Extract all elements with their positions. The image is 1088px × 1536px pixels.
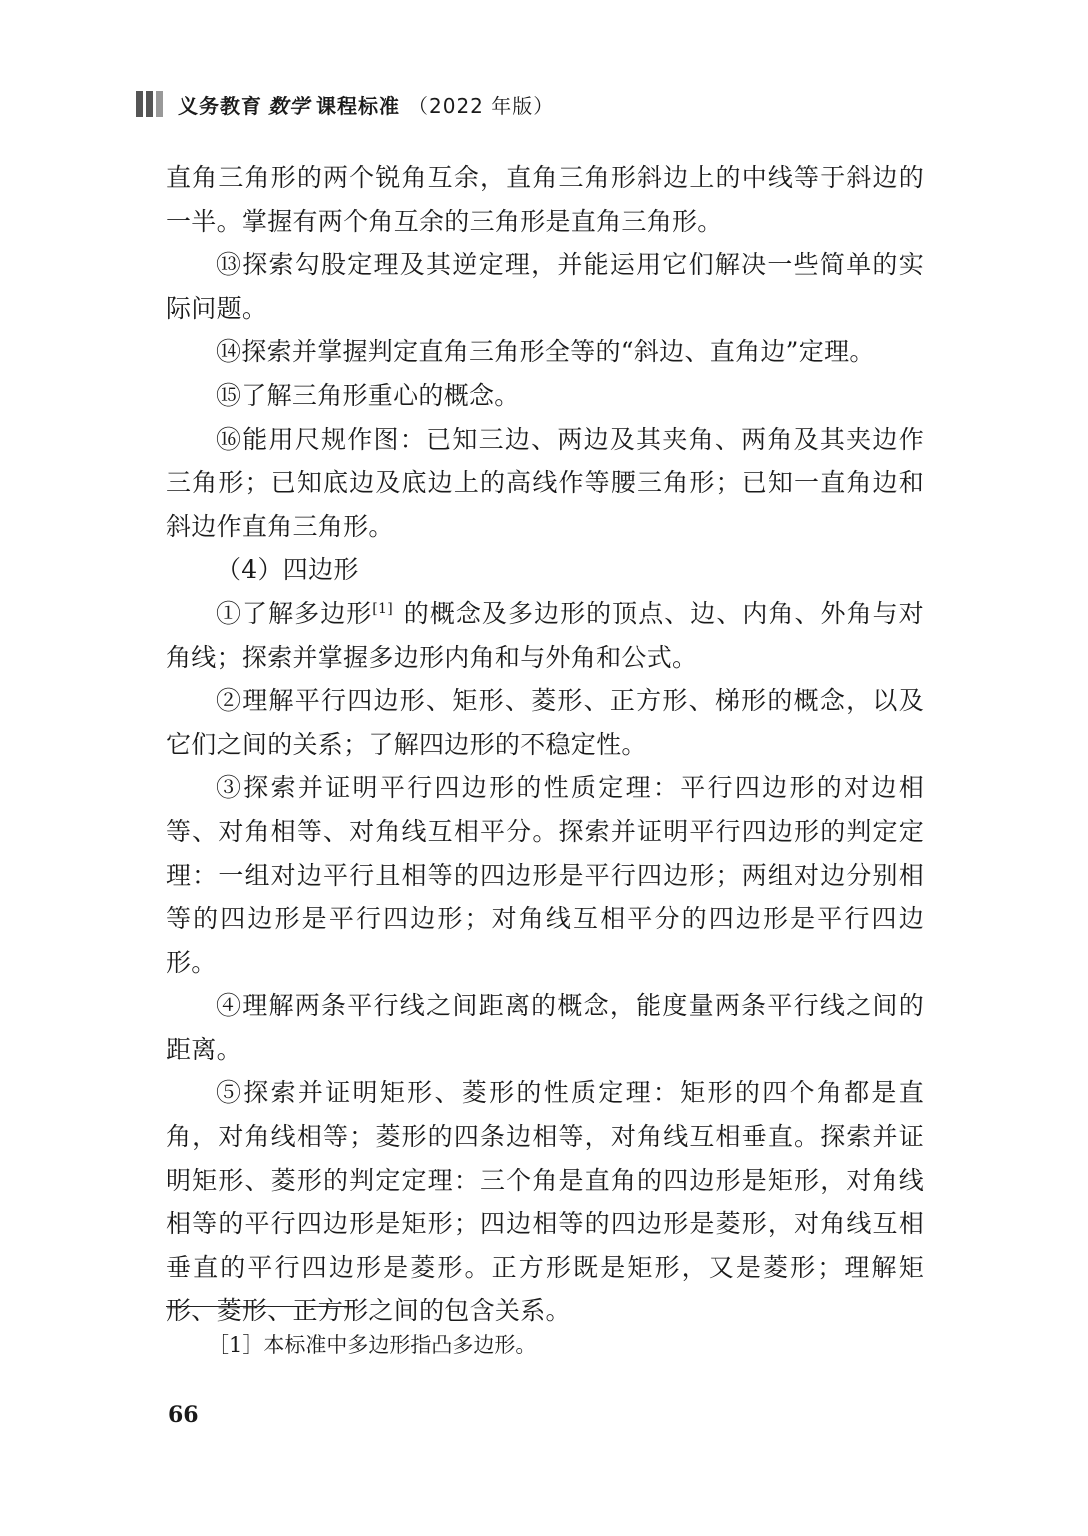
book-edition: （2022 年版）	[408, 93, 555, 118]
body-text	[166, 156, 924, 1333]
page-number: 66	[168, 1402, 199, 1428]
paragraph-item-13: ⑬探索勾股定理及其逆定理，并能运用它们解决一些简单的实际问题。	[166, 250, 924, 323]
paragraph-item-2: ②理解平行四边形、矩形、菱形、正方形、梯形的概念，以及它们之间的关系；了解四边形的不稳定性。	[166, 686, 924, 759]
book-title-main: 义务教育	[178, 93, 262, 118]
book-title-subject: 数学	[268, 93, 310, 118]
footnote-ref[interactable]: [1]	[372, 600, 394, 617]
running-header	[136, 88, 554, 120]
paragraph-item-3: ③探索并证明平行四边形的性质定理：平行四边形的对边相等、对角相等、对角线互相平分。探索并证明平行四边形的判定定理：一组对边平行且相等的四边形是平行四边形；两组对边分别相等的四边形是平行四边形；对角线互相平分的四边形是平行四边形。	[166, 773, 924, 977]
book-title-standard: 课程标准	[316, 93, 400, 118]
header-bars-icon	[136, 91, 166, 117]
paragraph-item-4: ④理解两条平行线之间距离的概念，能度量两条平行线之间的距离。	[166, 991, 924, 1064]
footnote: ［1］本标准中多边形指凸多边形。	[208, 1333, 537, 1357]
paragraph-item-15: ⑮了解三角形重心的概念。	[216, 380, 520, 410]
poly-text-after: 的概念及多边形的顶点、边、内角、外角与对角线；探索并掌握多边形内角和与外角和公式。	[166, 598, 924, 672]
paragraph-item-16: ⑯能用尺规作图：已知三边、两边及其夹角、两角及其夹边作三角形；已知底边及底边上的高线作等腰三角形；已知一直角边和斜边作直角三角形。	[166, 424, 924, 541]
paragraph-continuation: 直角三角形的两个锐角互余，直角三角形斜边上的中线等于斜边的一半。掌握有两个角互余的三角形是直角三角形。	[166, 163, 924, 236]
poly-text-before: ①了解多边形	[216, 598, 373, 628]
footnote-divider	[166, 1306, 354, 1307]
book-title	[178, 90, 554, 119]
paragraph-item-14: ⑭探索并掌握判定直角三角形全等的“斜边、直角边”定理。	[216, 337, 875, 367]
paragraph-item-1	[166, 592, 924, 679]
paragraph-item-5: ⑤探索并证明矩形、菱形的性质定理：矩形的四个角都是直角，对角线相等；菱形的四条边相等，对角线互相垂直。探索并证明矩形、菱形的判定定理：三个角是直角的四边形是矩形，对角线相等的平行四边形是矩形；四边相等的四边形是菱形，对角线互相垂直的平行四边形是菱形。正方形既是矩形，又是菱形；理解矩形、菱形、正方形之间的包含关系。	[166, 1078, 924, 1326]
section-heading-quadrilateral: （4）四边形	[216, 555, 359, 585]
